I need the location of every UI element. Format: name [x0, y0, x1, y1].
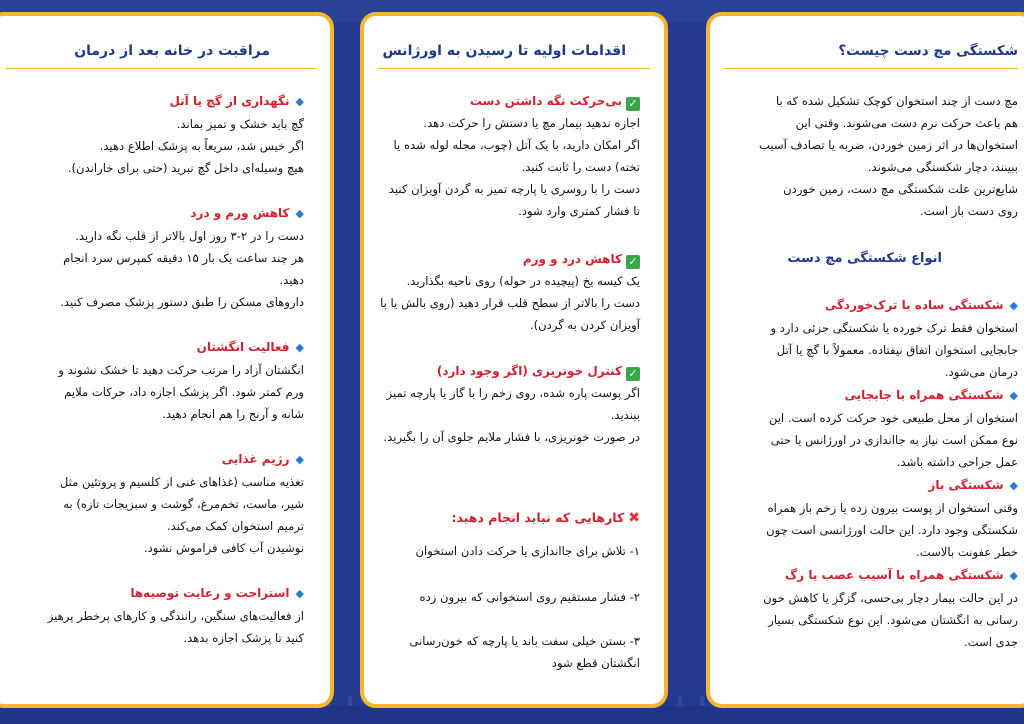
text-line: ببینند، دچار شکستگی می‌شوند. — [867, 160, 1018, 174]
text-line: آویزان کردن به گردن). — [529, 318, 640, 332]
text-line: انگشتان آزاد را مرتب حرکت دهید تا خشک نشوند و — [58, 363, 304, 377]
section-heading: استراحت و رعایت توصیه‌ها — [130, 586, 290, 600]
bullet-icon: ◆ — [295, 95, 304, 108]
section-rest — [14, 582, 304, 649]
section-heading: فعالیت انگشتان — [196, 340, 290, 354]
text-line: نوع ممکن است نیاز به جااندازی در اورژانس یا حتی — [770, 433, 1018, 447]
type-heading: شکستگی باز — [928, 478, 1004, 492]
types-title-block — [718, 248, 1018, 270]
type-nerve-vessel — [718, 564, 1018, 653]
text-line: مچ دست از چند استخوان کوچک تشکیل شده که با — [775, 94, 1018, 108]
section-heading: کنترل خونریزی (اگر وجود دارد) — [436, 364, 622, 378]
text-line: جدی است. — [963, 635, 1018, 649]
text-line: یک کیسه یخ (پیچیده در حوله) روی ناحیه بگذارید. — [406, 274, 640, 288]
dont-item — [378, 630, 640, 674]
text-line: روی دست باز است. — [920, 204, 1018, 218]
section-bleeding-control — [378, 360, 640, 448]
section-reduce-swelling — [14, 202, 304, 313]
bullet-icon: ◆ — [1009, 479, 1018, 492]
text-line: عمل جراحی داشته باشد. — [896, 455, 1018, 469]
bullet-icon: ◆ — [295, 207, 304, 220]
text-line: ۱- تلاش برای جااندازی یا حرکت دادن استخوان — [415, 544, 640, 558]
text-line: رسانی به انگشتان می‌شود. این نوع شکستگی بسیار — [768, 613, 1018, 627]
dont-item — [378, 586, 640, 608]
section-heading: بی‌حرکت نگه داشتن دست — [469, 94, 622, 108]
bullet-icon: ◆ — [1009, 299, 1018, 312]
section-finger-activity — [14, 336, 304, 425]
title-divider — [378, 68, 650, 69]
text-line: هر چند ساعت یک بار ۱۵ دقیقه کمپرس سرد انجام — [63, 251, 304, 265]
home-care-panel — [0, 12, 334, 708]
text-line: شایع‌ترین علت شکستگی مچ دست، زمین خوردن — [783, 182, 1018, 196]
text-line: اگر پوست پاره شده، روی زخم را با گاز یا پارچه تمیز — [386, 386, 640, 400]
donts-title: کارهایی که نباید انجام دهید: — [451, 509, 625, 525]
check-icon: ✓ — [626, 367, 640, 381]
text-line: گچ باید خشک و تمیز بماند. — [176, 117, 304, 131]
text-line: اگر امکان دارید، با یک آتل (چوب، مجله لوله شده یا — [393, 138, 640, 152]
bullet-icon: ◆ — [295, 453, 304, 466]
first-aid-panel — [360, 12, 668, 708]
text-line: تا فشار کمتری وارد شود. — [518, 204, 640, 218]
cross-icon: ✖ — [628, 509, 640, 526]
type-open — [718, 474, 1018, 563]
text-line: اگر خیس شد، سریعاً به پزشک اطلاع دهید. — [99, 139, 304, 153]
section-heading: کاهش درد و ورم — [522, 252, 622, 266]
type-heading: شکستگی همراه با آسیب عصب یا رگ — [784, 568, 1004, 582]
text-line: هیچ وسیله‌ای داخل گچ نبرید (حتی برای خاراندن). — [67, 161, 304, 175]
title-divider — [6, 68, 316, 69]
section-heading: نگهداری از گچ یا آتل — [169, 94, 290, 108]
check-icon: ✓ — [626, 255, 640, 269]
bullet-icon: ◆ — [295, 341, 304, 354]
bullet-icon: ◆ — [1009, 389, 1018, 402]
text-line: استخوان‌ها در اثر زمین خوردن، ضربه یا تصادف آسیب — [759, 138, 1018, 152]
text-line: داروهای مسکن را طبق دستور پزشک مصرف کنید. — [60, 295, 304, 309]
text-line: استخوان از محل طبیعی خود حرکت کرده است. این — [768, 411, 1018, 425]
text-line: خطر عفونت بالاست. — [916, 545, 1018, 559]
text-line: ۲- فشار مستقیم روی استخوانی که بیرون زده — [419, 590, 640, 604]
dont-item — [378, 540, 640, 562]
text-line: اجازه ندهید بیمار مچ یا دستش را حرکت دهد. — [423, 116, 640, 130]
text-line: نوشیدن آب کافی فراموش نشود. — [143, 541, 304, 555]
bullet-icon: ◆ — [1009, 569, 1018, 582]
section-diet — [14, 448, 304, 559]
text-line: وقتی استخوان از پوست بیرون زده یا زخم باز همراه — [767, 501, 1018, 515]
text-line: ترمیم استخوان کمک می‌کند. — [166, 519, 304, 533]
text-line: در این حالت بیمار دچار بی‌حسی، گزگز یا کاهش خون — [763, 591, 1018, 605]
type-displaced — [718, 384, 1018, 473]
type-simple — [718, 294, 1018, 383]
section-heading: کاهش ورم و درد — [190, 206, 290, 220]
section-pain-relief — [378, 248, 640, 336]
panel-title: مراقبت در خانه بعد از درمان — [74, 43, 270, 59]
text-line: دهید. — [279, 273, 304, 287]
text-line: در صورت خونریزی، با فشار ملایم جلوی آن را بگیرید. — [383, 430, 640, 444]
panel-title: شکستگی مچ دست چیست؟ — [838, 43, 1018, 59]
text-line: دست را در ۲-۳ روز اول بالاتر از قلب نگه دارید. — [75, 229, 304, 243]
text-line: استخوان فقط ترک خورده یا شکستگی جزئی دارد و — [770, 321, 1018, 335]
text-line: شیر، ماست، تخم‌مرغ، گوشت و سبزیجات تازه) به — [63, 497, 304, 511]
text-line: دست را با روسری یا پارچه تمیز به گردن آویزان کنید — [388, 182, 640, 196]
text-line: شکستگی وجود دارد. این حالت اورژانسی است چون — [766, 523, 1018, 537]
type-heading: شکستگی همراه با جابجایی — [844, 388, 1004, 402]
text-line: تغذیه مناسب (غذاهای غنی از کلسیم و پروتئین مثل — [59, 475, 304, 489]
text-line: هم باعث حرکت نرم دست می‌شوند. وقتی این — [795, 116, 1018, 130]
section-immobilize — [378, 90, 640, 222]
text-line: شانه و آرنج را هم انجام دهید. — [162, 407, 304, 421]
section-cast-care — [14, 90, 304, 179]
bullet-icon: ◆ — [295, 587, 304, 600]
text-line: تخته) دست را ثابت کنید. — [521, 160, 640, 174]
text-line: درمان می‌شود. — [944, 365, 1018, 379]
text-line: جابجایی استخوان اتفاق نیفتاده. معمولاً با گچ یا آتل — [776, 343, 1018, 357]
title-divider — [724, 68, 1018, 69]
section-heading: رژیم غذایی — [221, 452, 290, 466]
check-icon: ✓ — [626, 97, 640, 111]
section-donts — [378, 494, 640, 541]
types-title: انواع شکستگی مچ دست — [787, 251, 942, 266]
text-line: ورم کمتر شود. اگر پزشک اجازه داد، حرکات ملایم — [64, 385, 304, 399]
fracture-info-panel — [706, 12, 1024, 708]
text-line: ۳- بستن خیلی سفت باند یا پارچه که خون‌رسانی — [409, 634, 640, 648]
text-line: انگشتان قطع شود — [551, 656, 640, 670]
text-line: از فعالیت‌های سنگین، رانندگی و کارهای پرخطر پرهیز — [47, 609, 304, 623]
intro-text — [718, 90, 1018, 222]
type-heading: شکستگی ساده یا ترک‌خوردگی — [824, 298, 1004, 312]
text-line: ببندید. — [610, 408, 640, 422]
text-line: دست را بالاتر از سطح قلب قرار دهید (روی بالش یا با — [380, 296, 640, 310]
text-line: کنید تا پزشک اجازه بدهد. — [183, 631, 304, 645]
panel-title: اقدامات اولیه تا رسیدن به اورژانس — [382, 43, 626, 59]
